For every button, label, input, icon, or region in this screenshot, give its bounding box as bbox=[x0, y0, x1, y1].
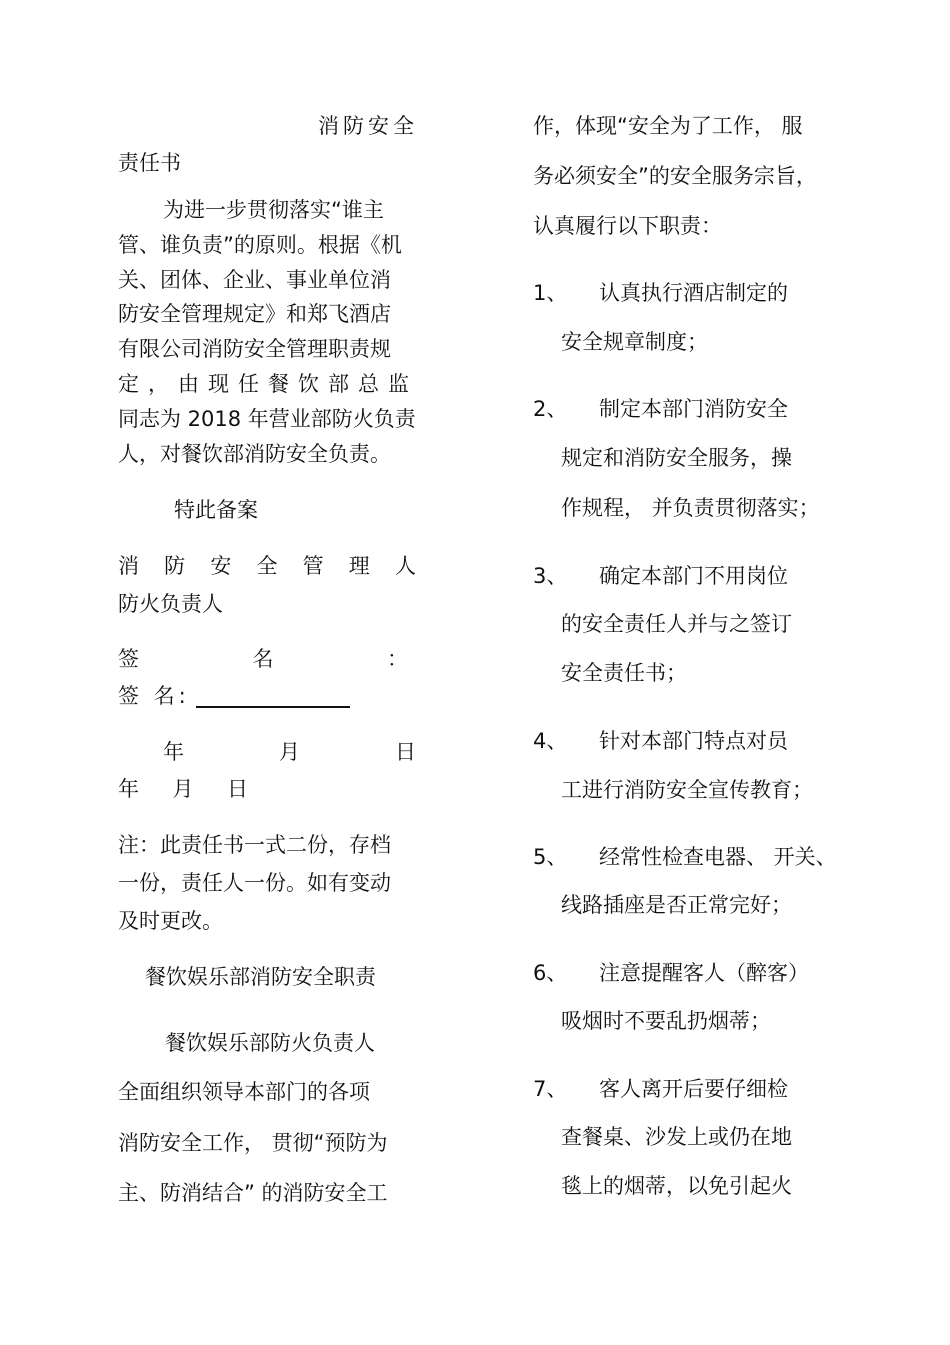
list-item-number: 5、 bbox=[533, 845, 568, 869]
note-line-3: 及时更改。 bbox=[118, 909, 223, 933]
para-line-3: 关、团体、企业、事业单位消 bbox=[118, 268, 391, 292]
intro-line-1: 作，体现“安全为了工作， 服 bbox=[533, 114, 803, 138]
body-line-4: 主、防消结合” 的消防安全工 bbox=[118, 1181, 388, 1205]
list-item-number: 3、 bbox=[533, 564, 568, 588]
title-part-1: 消防安全 bbox=[318, 114, 418, 138]
date-char: 月 bbox=[172, 777, 194, 801]
date-char: 日 bbox=[395, 740, 416, 764]
list-item-line: 的安全责任人并与之签订 bbox=[561, 612, 792, 636]
date-line-spread bbox=[163, 742, 416, 763]
title-part-2: 责任书 bbox=[118, 151, 181, 175]
para-line-7: 同志为 2018 年营业部防火负责 bbox=[118, 407, 416, 431]
intro-line-3: 认真履行以下职责： bbox=[533, 214, 722, 238]
date-char: 年 bbox=[118, 777, 139, 801]
manager-char: 全 bbox=[256, 554, 278, 578]
para-line-2: 管、谁负责”的原则。根据《机 bbox=[118, 233, 402, 257]
sign-char: 名 bbox=[252, 647, 274, 671]
manager-char: 理 bbox=[348, 554, 370, 578]
list-item-line: 毯上的烟蒂，以免引起火 bbox=[561, 1174, 792, 1198]
list-item-line: 安全规章制度； bbox=[561, 330, 708, 354]
list-item-line: 吸烟时不要乱扔烟蒂； bbox=[561, 1009, 771, 1033]
manager-char: 人 bbox=[394, 554, 416, 578]
date-char: 年 bbox=[163, 740, 184, 764]
list-item-line: 经常性检查电器、 开关、 bbox=[599, 845, 837, 869]
para-line-5: 有限公司消防安全管理职责规 bbox=[118, 337, 391, 361]
list-item-number: 1、 bbox=[533, 281, 568, 305]
list-item-line: 注意提醒客人（醉客） bbox=[599, 961, 809, 985]
note-line-1: 注：此责任书一式二份，存档 bbox=[118, 833, 391, 857]
list-item-number: 6、 bbox=[533, 961, 568, 985]
list-item-line: 制定本部门消防安全 bbox=[599, 397, 788, 421]
list-item-number: 4、 bbox=[533, 729, 568, 753]
intro-line-2: 务必须安全”的安全服务宗旨， bbox=[533, 164, 817, 188]
manager-char: 消 bbox=[118, 554, 139, 578]
list-item-line: 规定和消防安全服务，操 bbox=[561, 446, 792, 470]
list-item-line: 针对本部门特点对员 bbox=[599, 729, 788, 753]
fire-person-label: 防火负责人 bbox=[118, 592, 223, 616]
list-item-line: 客人离开后要仔细检 bbox=[599, 1077, 788, 1101]
para-line-4: 防安全管理规定》和郑飞酒店 bbox=[118, 302, 391, 326]
manager-char: 安 bbox=[210, 554, 232, 578]
list-item-line: 安全责任书； bbox=[561, 661, 687, 685]
list-item-line: 查餐桌、沙发上或仍在地 bbox=[561, 1125, 792, 1149]
manager-char: 管 bbox=[302, 554, 324, 578]
list-item-line: 认真执行酒店制定的 bbox=[599, 281, 788, 305]
list-item-line: 作规程， 并负责贯彻落实； bbox=[561, 496, 820, 520]
body-line-3: 消防安全工作， 贯彻“预防为 bbox=[118, 1131, 388, 1155]
list-item-number: 7、 bbox=[533, 1077, 568, 1101]
body-line-1: 餐饮娱乐部防火负责人 bbox=[165, 1031, 375, 1055]
list-item-number: 2、 bbox=[533, 397, 568, 421]
body-line-2: 全面组织领导本部门的各项 bbox=[118, 1080, 370, 1104]
list-item-line: 工进行消防安全宣传教育； bbox=[561, 778, 813, 802]
sign-label-spread bbox=[118, 649, 408, 670]
manager-char: 防 bbox=[164, 554, 186, 578]
section-title: 餐饮娱乐部消防安全职责 bbox=[145, 965, 376, 989]
para-line-1: 为进一步贯彻落实“谁主 bbox=[163, 198, 384, 222]
para-line-8: 人，对餐饮部消防安全负责。 bbox=[118, 442, 391, 466]
record-note: 特此备案 bbox=[174, 498, 258, 522]
list-item-line: 线路插座是否正常完好； bbox=[561, 893, 792, 917]
signature-line[interactable] bbox=[196, 706, 350, 708]
date-char: 月 bbox=[279, 740, 300, 764]
para-line-6: 定，由现任餐饮部总监 bbox=[118, 372, 418, 396]
date-line-short bbox=[118, 779, 248, 800]
date-char: 日 bbox=[227, 777, 248, 801]
sign-char: 签 bbox=[118, 647, 139, 671]
list-item-line: 确定本部门不用岗位 bbox=[599, 564, 788, 588]
manager-label bbox=[118, 556, 416, 577]
sign-char: ： bbox=[387, 647, 408, 671]
sign-label: 签 名: bbox=[118, 684, 190, 708]
note-line-2: 一份，责任人一份。如有变动 bbox=[118, 871, 391, 895]
